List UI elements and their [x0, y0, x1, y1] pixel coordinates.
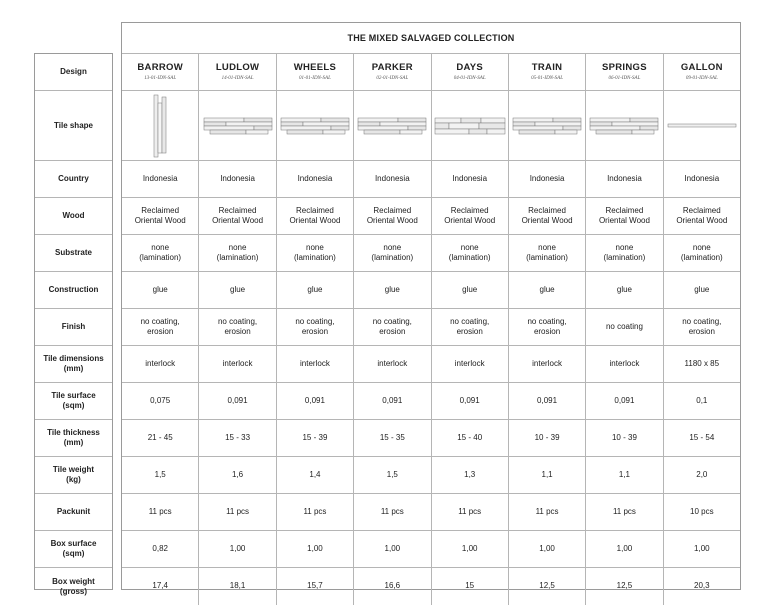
cell-box-surface: 1,00 [694, 543, 710, 553]
row-label-shape: Tile shape [35, 91, 112, 161]
cell-dims: interlock [199, 346, 276, 382]
cell-country: Indonesia [586, 161, 663, 197]
wood-line: Reclaimed [373, 205, 412, 215]
cell-construction: glue [277, 272, 354, 308]
stacked-planks-icon [202, 115, 274, 137]
cell-shape [509, 91, 586, 160]
cell-packunit: 11 pcs [354, 494, 431, 530]
wood-line: Reclaimed [450, 205, 489, 215]
cell-surface: 0,091 [509, 383, 586, 419]
table-row-finish [122, 309, 740, 346]
finish-line: no coating, [140, 316, 180, 326]
row-label-country: Country [35, 161, 112, 198]
cell-surface: 0,091 [586, 383, 663, 419]
table-row-weight [122, 457, 740, 494]
row-label-packunit: Packunit [35, 494, 112, 531]
cell-substrate [277, 235, 354, 271]
cell-surface: 0,1 [696, 395, 708, 405]
cell-design [432, 54, 509, 90]
table-row-box-weight [122, 568, 740, 605]
finish-line: no coating, [217, 316, 258, 326]
table-row-thickness [122, 420, 740, 457]
substrate-line: (lamination) [603, 253, 646, 262]
table-row-box-surface [122, 531, 740, 568]
cell-box-weight: 16,6 [354, 568, 431, 605]
cell-shape [432, 91, 509, 160]
cell-packunit: 11 pcs [509, 494, 586, 530]
wood-line: Reclaimed [141, 205, 180, 215]
cell-shape [199, 91, 276, 160]
row-labels-column [34, 53, 113, 596]
cell-shape [122, 91, 199, 160]
cell-thickness: 15 - 39 [277, 420, 354, 456]
row-label-thickness [35, 420, 112, 457]
cell-construction: glue [122, 272, 199, 308]
wood-line: Oriental Wood [444, 216, 496, 225]
vertical-planks-icon [148, 93, 172, 159]
cell-construction: glue [694, 284, 710, 294]
cell-dims: interlock [354, 346, 431, 382]
table-row-packunit [122, 494, 740, 531]
row-label-design: Design [35, 54, 112, 91]
cell-design [122, 54, 199, 90]
finish-line: no coating [605, 321, 643, 331]
wood-line: Oriental Wood [289, 216, 341, 225]
cell-surface: 0,091 [199, 383, 276, 419]
cell-thickness: 15 - 35 [354, 420, 431, 456]
cell-surface: 0,091 [432, 383, 509, 419]
substrate-line: none [151, 242, 170, 252]
cell-wood [432, 198, 509, 234]
cell-wood [122, 198, 199, 234]
table-row-country [122, 161, 740, 198]
cell-box-weight: 18,1 [199, 568, 276, 605]
finish-line: erosion [379, 327, 406, 336]
product-name: GALLON [680, 61, 723, 73]
finish-line: no coating, [450, 316, 490, 326]
product-code: 05-01-IDN-SAL [531, 75, 564, 81]
cell-box-weight: 12,5 [586, 568, 663, 605]
product-code: 14-01-IDN-SAL [221, 75, 254, 81]
row-label-line: (gross) [59, 586, 88, 596]
finish-line: erosion [533, 327, 561, 336]
row-label-line: Box surface [50, 539, 97, 548]
cell-construction: glue [432, 272, 509, 308]
cell-packunit: 11 pcs [122, 494, 199, 530]
finish-line: erosion [688, 327, 715, 336]
substrate-line: (lamination) [371, 253, 414, 262]
cell-weight: 1,1 [586, 457, 663, 493]
stacked-planks-icon [588, 115, 660, 137]
thin-plank-icon [666, 120, 738, 132]
cell-box-surface: 1,00 [354, 531, 431, 567]
row-label-line: Tile dimensions [43, 354, 104, 363]
cell-dims: interlock [509, 346, 586, 382]
stacked-planks-icon [279, 115, 351, 137]
cell-box-surface: 1,00 [199, 531, 276, 567]
cell-shape [586, 91, 663, 160]
cell-country: Indonesia [354, 161, 431, 197]
cell-dims: interlock [277, 346, 354, 382]
substrate-line: (lamination) [294, 253, 336, 262]
cell-substrate [664, 235, 740, 271]
cell-box-weight: 12,5 [509, 568, 586, 605]
cell-country: Indonesia [509, 161, 586, 197]
stacked-planks-icon [356, 115, 428, 137]
cell-substrate [354, 235, 431, 271]
substrate-line: none [228, 242, 247, 252]
cell-wood [664, 198, 740, 234]
cell-finish [122, 309, 199, 345]
cell-substrate [199, 235, 276, 271]
product-name: WHEELS [293, 61, 337, 73]
cell-country: Indonesia [432, 161, 509, 197]
row-label-line: Tile thickness [47, 428, 100, 437]
cell-country: Indonesia [684, 173, 720, 183]
cell-shape [354, 91, 431, 160]
cell-weight: 1,5 [354, 457, 431, 493]
product-table [121, 22, 741, 590]
cell-construction: glue [586, 272, 663, 308]
cell-finish [432, 309, 509, 345]
cell-packunit: 11 pcs [586, 494, 663, 530]
cell-box-surface: 1,00 [586, 531, 663, 567]
cell-wood [586, 198, 663, 234]
cell-construction: glue [354, 272, 431, 308]
cell-surface: 0,075 [122, 383, 199, 419]
row-label-dims [35, 346, 112, 383]
cell-dims: interlock [586, 346, 663, 382]
cell-weight: 1,1 [509, 457, 586, 493]
product-code: 01-01-IDN-SAL [298, 75, 331, 81]
table-row-substrate [122, 235, 740, 272]
substrate-line: (lamination) [680, 253, 723, 262]
cell-substrate [432, 235, 509, 271]
substrate-line: none [383, 242, 402, 252]
wood-line: Oriental Wood [598, 216, 650, 225]
substrate-line: none [306, 242, 324, 252]
cell-box-weight: 15 [432, 568, 509, 605]
cell-box-surface: 1,00 [509, 531, 586, 567]
cell-finish [509, 309, 586, 345]
table-row-shape [122, 91, 740, 161]
cell-design [354, 54, 431, 90]
cell-design [509, 54, 586, 90]
wood-line: Oriental Wood [212, 216, 264, 225]
product-name: TRAIN [531, 61, 563, 73]
stacked-planks-icon [511, 115, 583, 137]
product-code: 13-01-IDN-SAL [144, 75, 177, 81]
substrate-line: none [615, 242, 634, 252]
wood-line: Reclaimed [218, 205, 257, 215]
cell-dims: interlock [432, 346, 509, 382]
cell-finish [277, 309, 354, 345]
row-label-finish: Finish [35, 309, 112, 346]
wood-line: Reclaimed [296, 205, 334, 215]
cell-thickness: 10 - 39 [586, 420, 663, 456]
row-label-line: Tile weight [52, 465, 95, 474]
wood-line: Reclaimed [605, 205, 644, 215]
cell-thickness: 21 - 45 [122, 420, 199, 456]
row-label-wood-label: Wood [35, 198, 112, 235]
cell-country: Indonesia [122, 161, 199, 197]
finish-line: erosion [456, 327, 483, 336]
cell-country: Indonesia [277, 161, 354, 197]
row-label-line: (sqm) [62, 401, 85, 410]
cell-finish [199, 309, 276, 345]
cell-finish [664, 309, 740, 345]
cell-box-surface: 1,00 [277, 531, 354, 567]
row-label-box-weight [35, 568, 112, 605]
product-name: DAYS [456, 61, 484, 73]
row-label-substrate: Substrate [35, 235, 112, 272]
wood-line: Oriental Wood [366, 216, 418, 225]
cell-thickness: 15 - 54 [689, 432, 715, 442]
substrate-line: none [692, 242, 711, 252]
table-row-design [122, 54, 740, 91]
cell-construction: glue [509, 272, 586, 308]
cell-packunit: 10 pcs [690, 506, 714, 516]
cell-box-weight: 15,7 [277, 568, 354, 605]
substrate-line: (lamination) [526, 253, 568, 262]
cell-thickness: 15 - 40 [432, 420, 509, 456]
product-name: PARKER [371, 61, 413, 73]
cell-substrate [122, 235, 199, 271]
finish-line: no coating, [682, 316, 722, 326]
wood-line: Reclaimed [528, 205, 566, 215]
cell-weight: 1,4 [277, 457, 354, 493]
row-label-line: Box weight [52, 576, 95, 586]
cell-box-surface: 0,82 [122, 531, 199, 567]
cell-wood [509, 198, 586, 234]
substrate-line: (lamination) [448, 253, 491, 262]
wood-line: Oriental Wood [521, 216, 573, 225]
row-label-line: (mm) [63, 364, 84, 373]
cell-packunit: 11 pcs [199, 494, 276, 530]
product-name: SPRINGS [602, 61, 647, 73]
cell-packunit: 11 pcs [432, 494, 509, 530]
row-label-weight [35, 457, 112, 494]
cell-packunit: 11 pcs [277, 494, 354, 530]
cell-design [586, 54, 663, 90]
cell-wood [277, 198, 354, 234]
cell-wood [199, 198, 276, 234]
product-code: 04-01-IDN-SAL [453, 75, 486, 81]
cell-weight: 1,6 [199, 457, 276, 493]
product-code: 02-01-IDN-SAL [376, 75, 409, 81]
wood-line: Oriental Wood [134, 216, 186, 225]
cell-construction: glue [199, 272, 276, 308]
cell-box-weight: 17,4 [122, 568, 199, 605]
cell-wood [354, 198, 431, 234]
cell-box-weight: 20,3 [694, 581, 710, 591]
cell-box-surface: 1,00 [432, 531, 509, 567]
product-name: BARROW [137, 61, 183, 73]
cell-dims: 1180 x 85 [684, 358, 720, 368]
row-label-box-surface [35, 531, 112, 568]
table-row-wood [122, 198, 740, 235]
table-row-dims [122, 346, 740, 383]
cell-finish [586, 309, 663, 345]
table-row-surface [122, 383, 740, 420]
finish-line: erosion [224, 327, 251, 336]
cell-thickness: 10 - 39 [509, 420, 586, 456]
product-code: 06-01-IDN-SAL [608, 75, 641, 81]
substrate-line: (lamination) [139, 253, 182, 262]
cell-thickness: 15 - 33 [199, 420, 276, 456]
finish-line: no coating, [527, 316, 567, 326]
row-label-line: (kg) [66, 475, 81, 484]
row-label-line: (sqm) [62, 549, 85, 558]
cell-shape [277, 91, 354, 160]
finish-line: no coating, [372, 316, 412, 326]
cell-finish [354, 309, 431, 345]
cell-design [277, 54, 354, 90]
finish-line: erosion [301, 327, 329, 336]
wood-line: Reclaimed [682, 205, 721, 215]
product-code: 09-01-IDN-SAL [685, 75, 718, 81]
cell-design [664, 54, 740, 90]
substrate-line: none [538, 242, 556, 252]
cell-country: Indonesia [199, 161, 276, 197]
substrate-line: none [460, 242, 479, 252]
cell-design [199, 54, 276, 90]
cell-weight: 1,5 [122, 457, 199, 493]
cell-substrate [586, 235, 663, 271]
row-label-line: Tile surface [51, 391, 96, 400]
row-label-line: (mm) [63, 438, 84, 447]
wood-line: Oriental Wood [676, 216, 728, 225]
finish-line: no coating, [295, 316, 335, 326]
cell-dims: interlock [122, 346, 199, 382]
product-name: LUDLOW [215, 61, 260, 73]
cell-surface: 0,091 [277, 383, 354, 419]
cell-substrate [509, 235, 586, 271]
cell-weight: 2,0 [696, 469, 708, 479]
cell-weight: 1,3 [432, 457, 509, 493]
block-planks-icon [433, 115, 507, 137]
table-row-construction [122, 272, 740, 309]
table-title: THE MIXED SALVAGED COLLECTION [122, 23, 740, 54]
finish-line: erosion [147, 327, 174, 336]
row-label-surface [35, 383, 112, 420]
row-label-construction: Construction [35, 272, 112, 309]
cell-surface: 0,091 [354, 383, 431, 419]
substrate-line: (lamination) [216, 253, 259, 262]
cell-shape [664, 91, 740, 160]
